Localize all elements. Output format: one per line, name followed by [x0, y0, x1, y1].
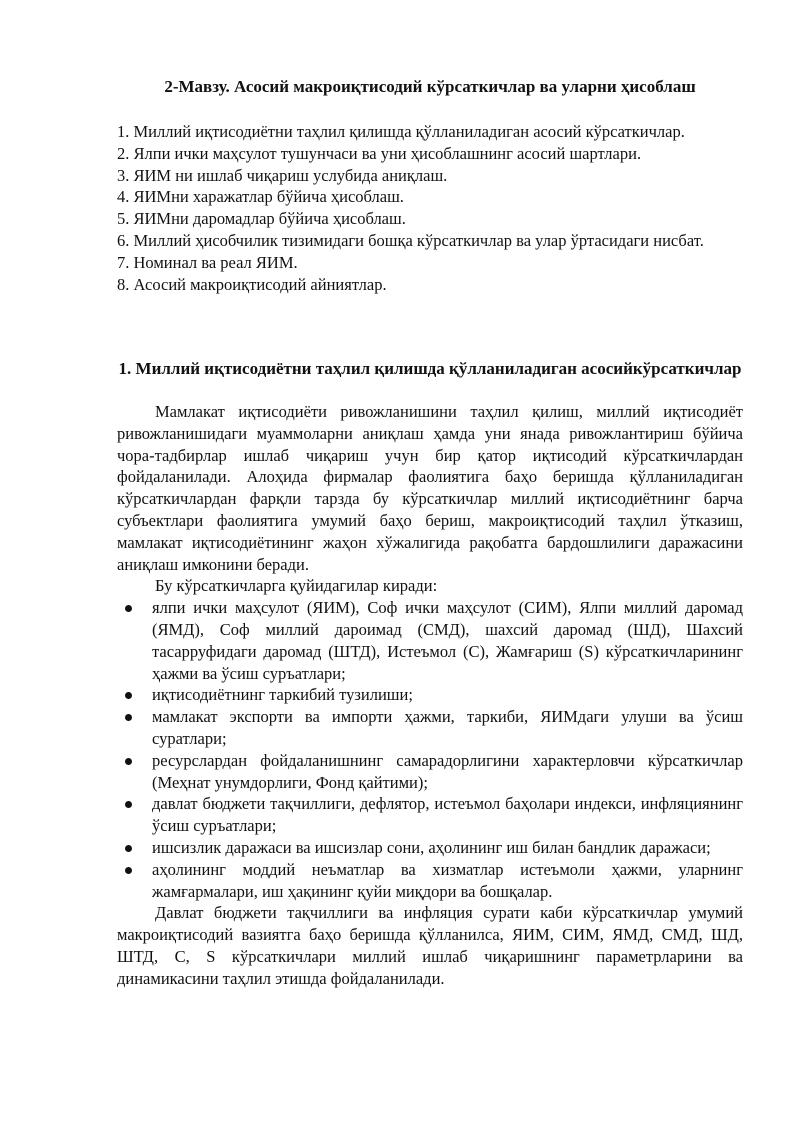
body-paragraph: Мамлакат иқтисодиёти ривожланишини таҳлил қилиш, миллий иқтисодиёт ривожланишидаги муаммоларни аниқлаш ҳамда уни янада ривожлантириш бўйича чора-тадбирлар ишлаб чиқариш учун бир қатор иқтисодий кўрсаткичлардан фойдаланилади. Алоҳида фирмалар фаолиятига баҳо беришда қўлланиладиган кўрсаткичлардан фарқли тарзда бу кўрсаткичлар миллий иқтисодиётнинг барча субъектлари фаолиятига умумий баҳо бериш, макроиқтисодий таҳлил ўтказиш, мамлакат иқтисодиётининг жаҳон хўжалигида рақобатга бардошлилиги даражасини аниқлаш имконини беради. [117, 402, 743, 574]
outline-item: 4. ЯИМни харажатлар бўйича ҳисоблаш. [117, 187, 404, 207]
list-item-text: давлат бюджети тақчиллиги, дефлятор, истеъмол баҳолари индекси, инфляциянинг ўсиш суръатлари; [152, 794, 743, 836]
bullet-icon [125, 714, 132, 721]
list-item-text: иқтисодиётнинг таркибий тузилиши; [152, 685, 413, 705]
topic-outline [117, 121, 757, 295]
outline-item: 8. Асосий макроиқтисодий айниятлар. [117, 274, 387, 294]
bullet-icon [125, 845, 132, 852]
section-heading: 1. Миллий иқтисодиётни таҳлил қилишда қўлланиладиган асосийкўрсаткичлар [118, 359, 742, 378]
outline-item: 1. Миллий иқтисодиётни таҳлил қилишда қўлланиладиган асосий кўрсаткичлар. [117, 122, 685, 141]
list-item-text: ялпи ички маҳсулот (ЯИМ), Соф ички маҳсулот (СИМ), Ялпи миллий даромад (ЯМД), Соф миллий дароимад (СМД), шахсий даромад (ШД), Шахсий тасарруфидаги даромад (ШТД), Истеъмол (С), Жамғариш (S) кўрсаткичларининг ҳажми ва ўсиш суръатлари; [152, 598, 743, 683]
bullet-icon [125, 692, 132, 699]
indicator-list [117, 597, 743, 902]
list-intro: Бу кўрсаткичларга қуйидагилар киради: [155, 576, 438, 596]
outline-item: 3. ЯИМ ни ишлаб чиқариш услубида аниқлаш. [117, 165, 448, 185]
bullet-icon [125, 867, 132, 874]
page-title: 2-Мавзу. Асосий макроиқтисодий кўрсаткичлар ва уларни ҳисоблаш [164, 77, 696, 96]
body-paragraph: Давлат бюджети тақчиллиги ва инфляция сурати каби кўрсаткичлар умумий макроиқтисодий вазиятга баҳо беришда қўлланилса, ЯИМ, СИМ, ЯМД, СМД, ШД, ШТД, С, S кўрсаткичлари миллий ишлаб чиқаришнинг параметрларини ва динамикасини таҳлил этишда фойдаланилади. [117, 903, 743, 988]
list-item-text: аҳолининг моддий неъматлар ва хизматлар истеъмоли ҳажми, уларнинг жамғармалари, иш ҳақининг қуйи миқдори ва бошқалар. [152, 859, 743, 901]
list-item-text: мамлакат экспорти ва импорти ҳажми, таркиби, ЯИМдаги улуши ва ўсиш суратлари; [152, 707, 743, 748]
list-item [117, 684, 743, 706]
list-item [117, 793, 743, 837]
list-item [117, 859, 743, 903]
outline-item: 2. Ялпи ички маҳсулот тушунчаси ва уни ҳисоблашнинг асосий шартлари. [117, 143, 642, 163]
section-body [117, 401, 743, 990]
bullet-icon [125, 758, 132, 765]
outline-item: 6. Миллий ҳисобчилик тизимидаги бошқа кўрсаткичлар ва улар ўртасидаги нисбат. [117, 230, 704, 250]
list-item [117, 837, 743, 859]
list-item [117, 706, 743, 750]
list-item-text: ресурслардан фойдаланишнинг самарадорлигини характерловчи кўрсаткичлар (Меҳнат унумдорлиги, Фонд қайтими); [152, 750, 743, 792]
list-item-text: ишсизлик даражаси ва ишсизлар сони, аҳолининг иш билан бандлик даражаси; [152, 837, 711, 857]
bullet-icon [125, 605, 132, 612]
outline-item: 7. Номинал ва реал ЯИМ. [117, 252, 298, 272]
list-item [117, 750, 743, 794]
outline-item: 5. ЯИМни даромадлар бўйича ҳисоблаш. [117, 209, 406, 229]
bullet-icon [125, 801, 132, 808]
list-item [117, 597, 743, 684]
